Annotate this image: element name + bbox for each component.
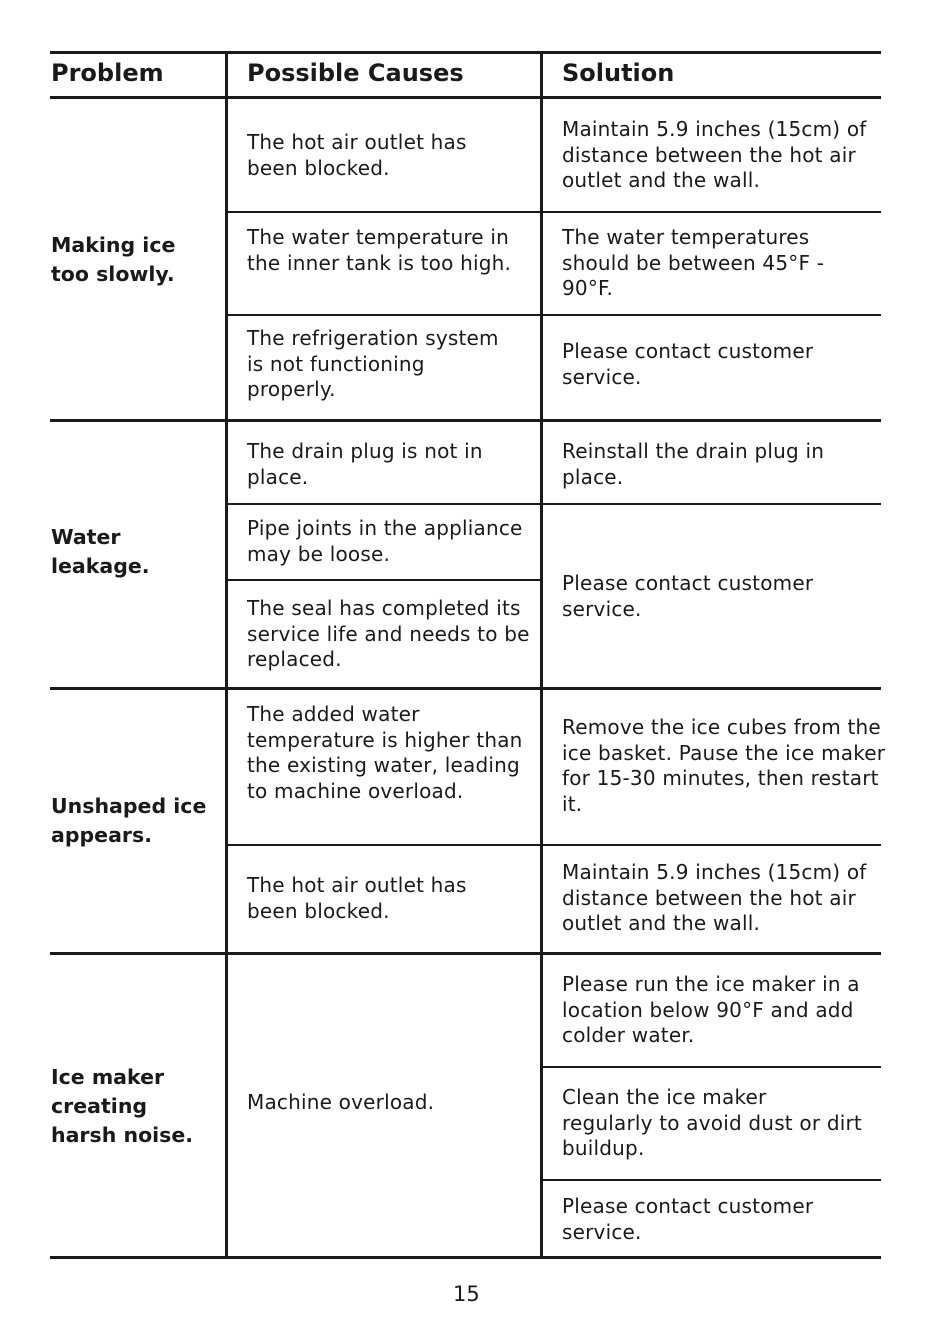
row-divider	[227, 844, 881, 846]
page-number: 15	[453, 1282, 480, 1306]
row-divider	[542, 1066, 881, 1068]
solution-cell: Please run the ice maker in a location below 90°F and add colder water.	[562, 972, 860, 1047]
row-divider	[227, 211, 881, 213]
row-divider	[227, 503, 881, 505]
problem-cell: Unshaped ice appears.	[51, 794, 207, 847]
row-divider	[227, 314, 881, 316]
solution-cell: Please contact customer service.	[562, 571, 814, 621]
solution-cell: Clean the ice maker regularly to avoid dust or dirt buildup.	[562, 1085, 862, 1160]
group-divider	[50, 419, 881, 422]
group-divider	[50, 687, 881, 690]
cause-cell: The refrigeration system is not functioning properly.	[247, 326, 499, 401]
cause-cell: The hot air outlet has been blocked.	[247, 873, 467, 923]
solution-cell: The water temperatures should be between 45°F - 90°F.	[562, 225, 825, 300]
table-top-border	[50, 51, 881, 54]
solution-cell: Please contact customer service.	[562, 339, 814, 389]
header-bottom-border	[50, 96, 881, 99]
table-bottom-border	[50, 1256, 881, 1259]
solution-cell: Please contact customer service.	[562, 1194, 814, 1244]
column-divider-1	[225, 51, 228, 1259]
row-divider	[227, 579, 541, 581]
cause-cell: The added water temperature is higher than the existing water, leading to machine overload.	[247, 702, 523, 803]
solution-cell: Maintain 5.9 inches (15cm) of distance between the hot air outlet and the wall.	[562, 860, 867, 935]
header-problem: Problem	[51, 59, 164, 87]
cause-cell: The water temperature in the inner tank is too high.	[247, 225, 512, 275]
cause-cell: The seal has completed its service life and needs to be replaced.	[247, 596, 530, 671]
column-divider-2	[540, 51, 543, 1259]
solution-cell: Reinstall the drain plug in place.	[562, 439, 825, 489]
solution-cell: Remove the ice cubes from the ice basket. Pause the ice maker for 15-30 minutes, then restart it.	[562, 715, 886, 816]
header-solution: Solution	[562, 59, 675, 87]
problem-cell: Water leakage.	[51, 525, 150, 578]
cause-cell: Pipe joints in the appliance may be loose.	[247, 516, 523, 566]
problem-cell: Ice maker creating harsh noise.	[51, 1065, 194, 1147]
solution-cell: Maintain 5.9 inches (15cm) of distance between the hot air outlet and the wall.	[562, 117, 867, 192]
cause-cell: Machine overload.	[247, 1090, 435, 1114]
header-possible-causes: Possible Causes	[247, 59, 464, 87]
cause-cell: The drain plug is not in place.	[247, 439, 483, 489]
group-divider	[50, 952, 881, 955]
row-divider	[542, 1179, 881, 1181]
problem-cell: Making ice too slowly.	[51, 233, 176, 286]
cause-cell: The hot air outlet has been blocked.	[247, 130, 467, 180]
